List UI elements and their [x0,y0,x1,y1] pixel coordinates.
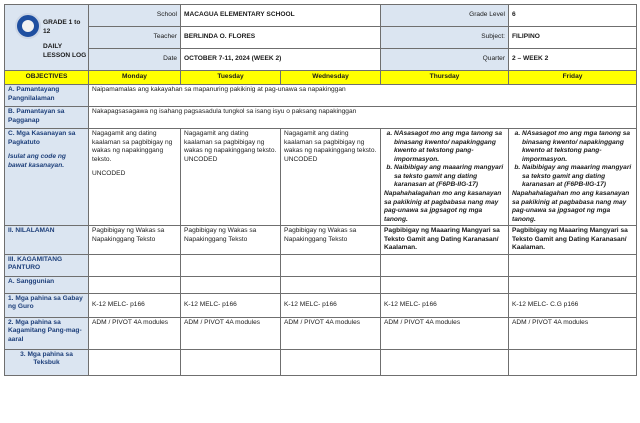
header-row-school [5,5,637,27]
content-standard-text: Naipamamalas ang kakayahan sa mapanuring pakikinig at pag-unawa sa napakinggan [89,85,637,107]
c-friday-list [512,130,633,190]
g2-friday: ADM / PIVOT 4A modules [509,317,637,349]
row-label-a: A. Pamantayang Pangnilalaman [5,85,89,107]
g1-wednesday: K-12 MELC- p166 [281,293,381,317]
g1-thursday: K-12 MELC- p166 [381,293,509,317]
performance-standard-text: Nakapagsasagawa ng isahang pagsasadula tungkol sa isang isyu o paksang napakinggan [89,107,637,129]
c-friday-note: Napahahalagahan mo ang kasanayan sa pakikinig at pagbabasa nang may pag-unawa sa jpgsagot ng mga tanong. [512,189,630,223]
g2-wednesday: ADM / PIVOT 4A modules [281,317,381,349]
row-label-c-sub: Isulat ang code ng bawat kasanayan. [8,153,66,169]
grade-level-value: 6 [509,5,637,27]
row-label-b: B. Pamantayan sa Pagganap [5,107,89,129]
row-kasanayan [5,129,637,226]
row-kagamitang-panturo [5,254,637,276]
subject-label: Subject: [381,27,509,49]
log-title: DAILY LESSON LOG [43,43,87,59]
quarter-value: 2 – WEEK 2 [509,49,637,71]
row-label-2: 2. Mga pahina sa Kagamitang Pang-mag-aaral [5,317,89,349]
g2-tuesday: ADM / PIVOT 4A modules [181,317,281,349]
c-wednesday [281,129,381,226]
g1-tuesday: K-12 MELC- p166 [181,293,281,317]
c-tuesday [181,129,281,226]
c-friday-item-a: a. NAsasagot mo ang mga tanong sa binasang kwento/ napakinggang kwento at tekstong pang-impormasyon. [522,130,633,164]
c-friday [509,129,637,226]
ii-thursday: Pagbibigay ng Maaaring Mangyari sa Teksto Gamit ang Dating Karanasan/ Kaalaman. [381,226,509,255]
school-label: School [89,5,181,27]
c-thursday [381,129,509,226]
col-monday: Monday [89,71,181,85]
g1-monday: K-12 MELC- p166 [89,293,181,317]
school-value: MACAGUA ELEMENTARY SCHOOL [181,5,381,27]
g2-thursday: ADM / PIVOT 4A modules [381,317,509,349]
c-monday-text: Nagagamit ang dating kaalaman sa pagbibigay ng wakas ng napakinggang teksto. [92,130,173,163]
teacher-label: Teacher [89,27,181,49]
row-label-a-sanggunian: A. Sanggunian [5,276,89,293]
g1-friday: K-12 MELC- C.G p166 [509,293,637,317]
g2-monday: ADM / PIVOT 4A modules [89,317,181,349]
ii-friday: Pagbibigay ng Maaaring Mangyari sa Teksto Gamit ang Dating Karanasan/ Kaalaman. [509,226,637,255]
col-wednesday: Wednesday [281,71,381,85]
header-logo-cell [5,5,89,71]
deped-seal-icon [15,13,41,39]
c-monday-code: UNCODED [92,170,126,178]
row-kagamitang-pang-mag-aaral [5,317,637,349]
row-nilalaman [5,226,637,255]
row-label-1: 1. Mga pahina sa Gabay ng Guro [5,293,89,317]
row-pamantayang-pangnilalaman [5,85,637,107]
row-teksbuk [5,349,637,375]
row-sanggunian [5,276,637,293]
col-objectives: OBJECTIVES [5,71,89,85]
ii-monday: Pagbibigay ng Wakas sa Napakinggang Teksto [89,226,181,255]
row-label-ii: II. NILALAMAN [5,226,89,255]
daily-lesson-log-table [4,4,637,376]
c-thursday-item-a: a. NAsasagot mo ang mga tanong sa binasang kwento/ napakinggang kwento at tekstong pang-impormasyon. [394,130,505,164]
teacher-value: BERLINDA O. FLORES [181,27,381,49]
date-label: Date [89,49,181,71]
row-label-3: 3. Mga pahina sa Teksbuk [5,349,89,375]
c-monday [89,129,181,226]
c-tuesday-text: Nagagamit ang dating kaalaman sa pagbibigay ng wakas ng napakinggang teksto. [184,130,277,155]
c-wednesday-code: UNCODED [284,155,318,163]
ii-tuesday: Pagbibigay ng Wakas sa Napakinggang Teksto [181,226,281,255]
header-row-date [5,49,637,71]
row-gabay-ng-guro [5,293,637,317]
c-thursday-list [384,130,505,190]
ii-wednesday: Pagbibigay ng Wakas sa Napakinggang Teksto [281,226,381,255]
grade-title: GRADE 1 to 12 [43,19,81,35]
date-value: OCTOBER 7-11, 2024 (WEEK 2) [181,49,381,71]
c-friday-item-b: b. Naibibigay ang maaaring mangyari sa teksto gamit ang dating karanasan at (F6PB-IIG-17) [522,164,633,190]
col-friday: Friday [509,71,637,85]
row-label-c-title: C. Mga Kasanayan sa Pagkatuto [8,130,76,146]
c-tuesday-code: UNCODED [184,155,218,163]
header-row-teacher [5,27,637,49]
grade-level-label: Grade Level [381,5,509,27]
row-pamantayan-sa-pagganap [5,107,637,129]
row-label-c [5,129,89,226]
col-thursday: Thursday [381,71,509,85]
row-label-iii: III. KAGAMITANG PANTURO [5,254,89,276]
col-tuesday: Tuesday [181,71,281,85]
subject-value: FILIPINO [509,27,637,49]
column-header-row [5,71,637,85]
quarter-label: Quarter [381,49,509,71]
c-wednesday-text: Nagagamit ang dating kaalaman sa pagbibigay ng wakas ng napakinggang teksto. [284,130,377,155]
c-thursday-item-b: b. Naibibigay ang maaaring mangyari sa teksto gamit ang dating karanasan at (F6PB-IIG-17) [394,164,505,190]
c-thursday-note: Napahahalagahan mo ang kasanayan sa pakikinig at pagbabasa nang may pag-unawa sa jpgsagot ng mga tanong. [384,189,502,223]
